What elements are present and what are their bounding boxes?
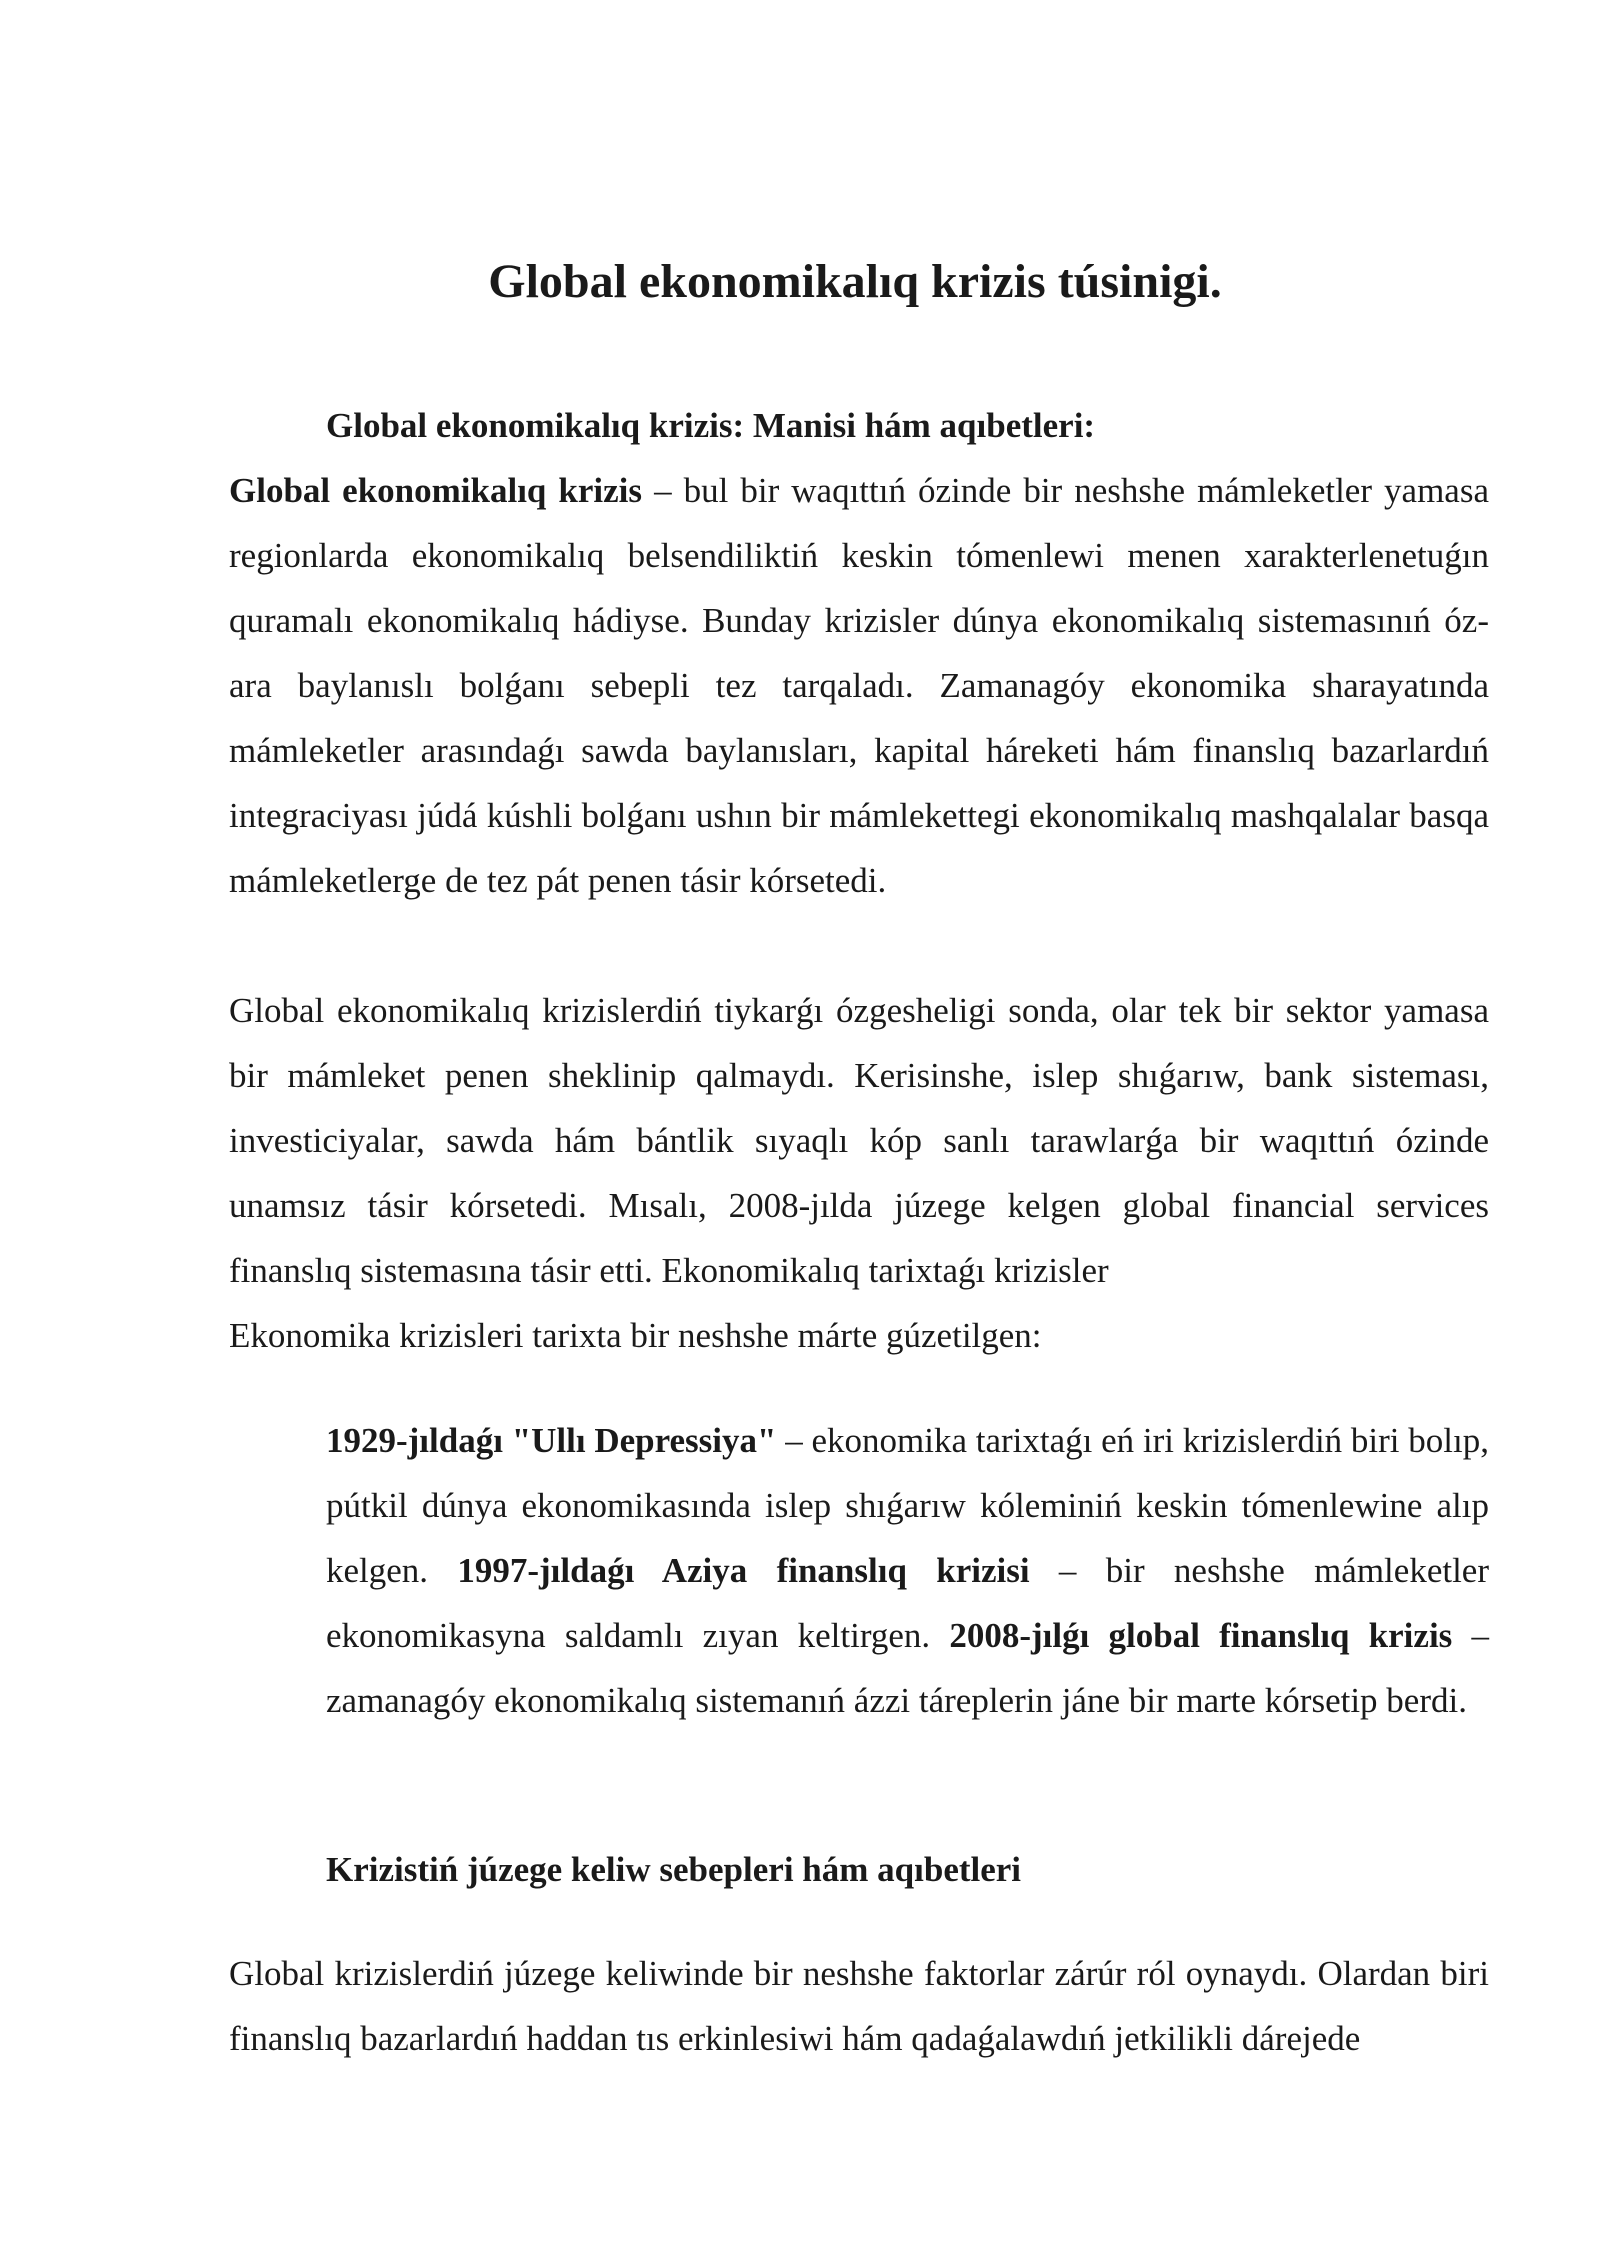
section-heading-causes: Krizistiń júzege keliw sebepleri hám aqıbetleri: [326, 1850, 1022, 1889]
history-text-1997: – bir neshshe mámleketler ekonomikasyna saldamlı zıyan keltirgen.: [326, 1551, 1489, 1655]
section-heading-meaning: Global ekonomikalıq krizis: Manisi hám aqıbetleri:: [326, 406, 1096, 445]
history-text-2008: – zamanagóy ekonomikalıq sistemanıń ázzi táreplerin jáne bir marte kórsetip berdi.: [326, 1616, 1489, 1720]
paragraph-history-intro: Ekonomika krizisleri tarixta bir neshshe márte gúzetilgen:: [229, 1316, 1042, 1355]
paragraph-definition: [229, 458, 1489, 913]
definition-term: Global ekonomikalıq krizis: [229, 471, 643, 510]
paragraph-causes: Global krizislerdiń júzege keliwinde bir neshshe faktorlar zárúr ról oynaydı. Olardan biri finanslıq bazarlardıń haddan tıs erkinlesiwi hám qadaǵalawdıń jetkilikli dárejede: [229, 1954, 1489, 2058]
history-item-2008: 2008-jılǵı global finanslıq krizis: [949, 1616, 1453, 1655]
history-text-1929: – ekonomika tarixtaǵı eń iri krizislerdiń biri bolıp, pútkil dúnya ekonomikasında islep shıǵarıw kóleminiń keskin tómenlewine alıp kelgen.: [326, 1421, 1489, 1590]
page-title: Global ekonomikalıq krizis túsinigi.: [488, 255, 1222, 308]
paragraph-history-list: [326, 1408, 1489, 1733]
history-item-1997: 1997-jıldaǵı Aziya finanslıq krizisi: [457, 1551, 1030, 1590]
paragraph-characteristics: Global ekonomikalıq krizislerdiń tiykarǵı ózgesheligi sonda, olar tek bir sektor yamasa bir mámleket penen sheklinip qalmaydı. Kerisinshe, islep shıǵarıw, bank sisteması, investiciyalar, sawda hám bántlik sıyaqlı kóp sanlı tarawlarǵa bir waqıttıń ózinde unamsız tásir kórsetedi. Mısalı, 2008-jılda júzege kelgen global financial services finanslıq sistemasına tásir etti. Ekonomikalıq tarixtaǵı krizisler: [229, 991, 1489, 1290]
definition-text: – bul bir waqıttıń ózinde bir neshshe mámleketler yamasa regionlarda ekonomikalıq belsendiliktiń keskin tómenlewi menen xarakterlenetuǵın quramalı ekonomikalıq hádiyse. Bunday krizisler dúnya ekonomikalıq sistemasınıń óz-ara baylanıslı bolǵanı sebepli tez tarqaladı. Zamanagóy ekonomika sharayatında mámleketler arasındaǵı sawda baylanısları, kapital háreketi hám finanslıq bazarlardıń integraciyası júdá kúshli bolǵanı ushın bir mámlekettegi ekonomikalıq mashqalalar basqa mámleketlerge de tez pát penen tásir kórsetedi.: [229, 471, 1489, 900]
history-item-1929: 1929-jıldaǵı "Ullı Depressiya": [326, 1421, 777, 1460]
